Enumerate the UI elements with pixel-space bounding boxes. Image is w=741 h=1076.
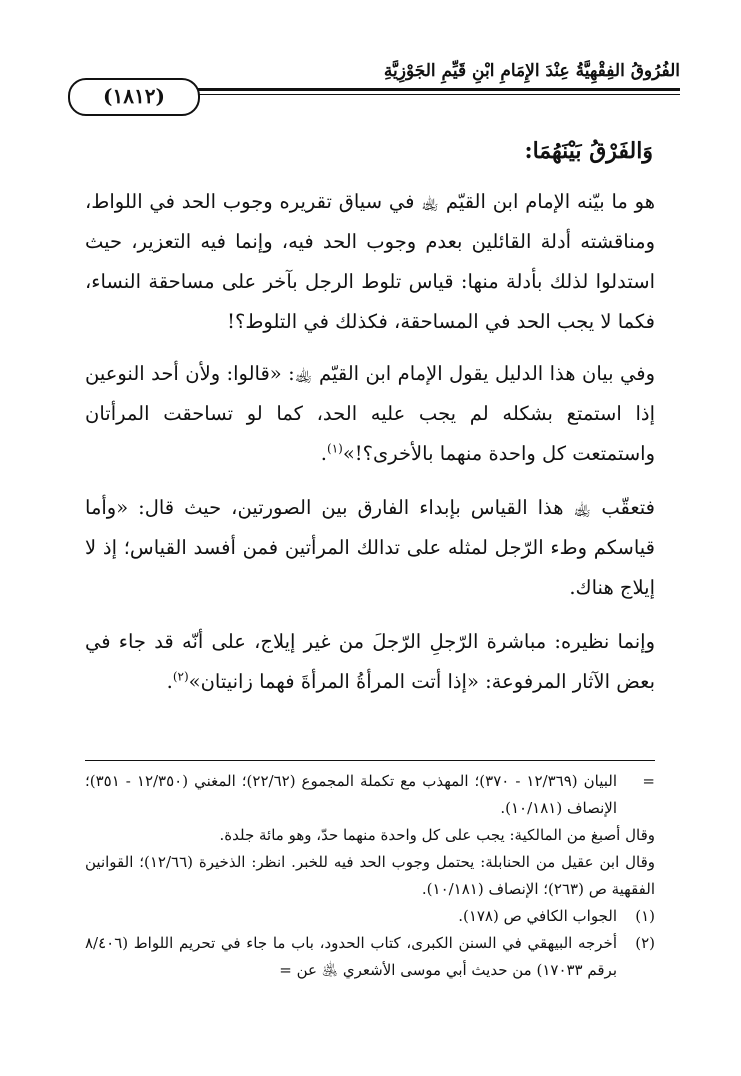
footnote-ref-2: (٢) (172, 669, 189, 684)
footnote-continuation-3: وقال ابن عقيل من الحنابلة: يحتمل وجوب الحد فيه للخبر. انظر: الذخيرة (١٢/٦٦)؛ القوانين الفقهية ص (٢٦٣)؛ الإنصاف (١٠/١٨١). (85, 853, 656, 898)
page-number: (١٨١٢) (68, 78, 200, 116)
footnote-continuation-2: وقال أصبغ من المالكية: يجب على كل واحدة منهما حدّ، وهو مائة جلدة. (219, 826, 655, 844)
page-number-value: ١٨١٢ (112, 84, 156, 108)
running-header (70, 58, 680, 108)
paragraph-2-text: وفي بيان هذا الدليل يقول الإمام ابن القيّم ﵀: «قالوا: ولأن أحد النوعين إذا استمتع بشكله لم يجب عليه الحد، كما لو تساحقت المرأتان واستمتعت كل واحدة منهما بالأخرى؟!» (85, 362, 655, 465)
body-text (85, 182, 655, 712)
book-title: الفُرُوقُ الفِقْهِيَّةُ عِنْدَ الإِمَامِ ابْنِ قَيِّمِ الجَوْزِيَّةِ (383, 61, 680, 81)
paragraph-2: وفي بيان هذا الدليل يقول الإمام ابن القيّم ﵀: «قالوا: ولأن أحد النوعين إذا استمتع بشكله لم يجب عليه الحد، كما لو تساحقت المرأتان واستمتعت كل واحدة منهما بالأخرى؟!»$^{(١)}$. (85, 362, 655, 465)
footnote-continuation-text: البيان (١٢/٣٦٩ - ٣٧٠)؛ المهذب مع تكملة المجموع (٢٢/٦٢)؛ المغني (١٢/٣٥٠ - ٣٥١)؛ الإنصاف (١٠/١٨١). (85, 772, 618, 817)
footnote-ref-1: (١) (327, 441, 343, 456)
paragraph-1: هو ما بيّنه الإمام ابن القيّم ﵀ في سياق تقريره وجوب الحد في اللواط، ومناقشته أدلة القائلين بعدم وجوب الحد فيه، وإنما فيه التعزير، حيث استدلوا لذلك بأدلة منها: قياس تلوط الرجل بآخر على مساحقة النساء، فكما لا يجب الحد في المساحقة، فكذلك في التلوط؟! (85, 190, 655, 333)
paragraph-3: فتعقّب ﵀ هذا القياس بإبداء الفارق بين الصورتين، حيث قال: «وأما قياسكم وطء الرّجل لمثله على تدالك المرأتين فمن أفسد القياس؛ إذ لا إيلاج هناك. (85, 496, 655, 599)
section-heading: وَالفَرْقُ بَيْنَهُمَا: (524, 138, 653, 164)
paragraph-4-text: وإنما نظيره: مباشرة الرّجلِ الرّجلَ من غير إيلاج، على أنّه قد جاء في بعض الآثار المرفوعة: «إذا أتت المرأةُ المرأةَ فهما زانيتان» (85, 630, 655, 693)
footnote-2-text: أخرجه البيهقي في السنن الكبرى، كتاب الحدود، باب ما جاء في تحريم اللواط (٨/٤٠٦ برقم ١٧٠٣٣) من حديث أبي موسى الأشعري ﵁ عن = (85, 934, 617, 979)
footnote-rule (85, 760, 655, 761)
paragraph-4: وإنما نظيره: مباشرة الرّجلِ الرّجلَ من غير إيلاج، على أنّه قد جاء في بعض الآثار المرفوعة: «إذا أتت المرأةُ المرأةَ فهما زانيتان»$^{(٢)}$. (85, 630, 655, 693)
footnote-2 (85, 930, 655, 984)
footnote-1 (85, 903, 655, 930)
footnote-1-text: الجواب الكافي ص (١٧٨). (458, 907, 617, 925)
footnote-2-mark: (٢) (635, 934, 655, 952)
footnotes (85, 768, 655, 984)
footnote-1-mark: (١) (635, 907, 655, 925)
continuation-mark: = (642, 772, 655, 790)
footnote-continuation-1 (85, 768, 655, 822)
